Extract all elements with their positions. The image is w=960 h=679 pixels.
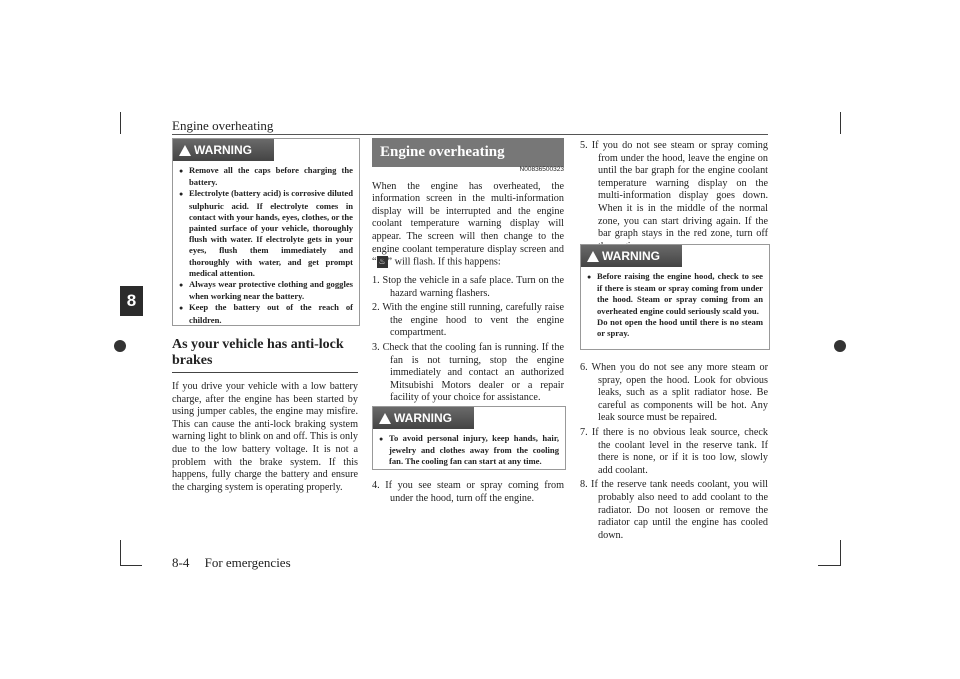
step-5 (580, 138, 768, 253)
cooling-fan-warning-box (372, 406, 566, 470)
warning-label: WARNING (194, 143, 252, 157)
step-item: 3. Check that the cooling fan is running. If the fan is not turning, stop the engine immediately and contact an authorized Mitsubishi Motors dealer or a repair facility of your choice for assistance. (372, 342, 564, 404)
section-title-engine-overheating: Engine overheating (372, 138, 564, 167)
reference-code: N00836500323 (519, 166, 564, 173)
warning-header (173, 139, 274, 161)
coolant-temperature-icon: ♨ (378, 257, 386, 267)
steps-6-to-8 (580, 360, 768, 542)
subheading-rule (172, 372, 358, 373)
intro-text-a: When the engine has overheated, the information screen in the multi-information display will be interrupted and the engine coolant temperature warning display will appear. The screen will then change to the engine coolant temperature display screen and “ (372, 180, 564, 268)
step-item: 8. If the reserve tank needs coolant, you will probably also need to add coolant to the radiator. Do not loosen or remove the radiator cap until the engine has cooled down. (580, 479, 768, 541)
step-item: 2. With the engine still running, carefully raise the engine hood to vent the engine compartment. (372, 302, 564, 339)
hood-warning-box (580, 244, 770, 350)
page-number: 8-4 (172, 555, 190, 570)
warning-item: ● Keep the battery out of the reach of children. (179, 302, 353, 325)
step-item: 6. When you do not see any more steam or spray, open the hood. Look for obvious leaks, such as a split radiator hose. Be careful as components will be hot. Any leak source must be repaired. (580, 362, 768, 424)
warning-item: ● To avoid personal injury, keep hands, hair, jewelry and clothes away from the cooling fan. The cooling fan can start at any time. (379, 433, 559, 468)
page-header-title: Engine overheating (172, 118, 274, 133)
warning-label: WARNING (602, 249, 660, 263)
warning-header (581, 245, 682, 267)
anti-lock-paragraph: If you drive your vehicle with a low battery charge, after the engine has been started by using jumper cables, the engine may misfire. This can cause the anti-lock braking system warning light to blink on and off. This is only due to the low battery voltage. It is not a problem with the brake system. If this happens, fully charge the battery and ensure the charging system is operating properly. (172, 381, 358, 493)
warning-extra: Do not open the hood until there is no steam or spray. (597, 316, 763, 339)
header-rule (172, 134, 768, 135)
warning-triangle-icon (587, 251, 599, 262)
warning-header (373, 407, 474, 429)
chapter-tab: 8 (120, 286, 143, 316)
crop-mark (120, 565, 142, 566)
warning-item: ● Before raising the engine hood, check to see if there is steam or spray coming from under the hood. Steam or spray coming from an overheated engine could seriously scald you. (587, 271, 763, 317)
warning-item: ● Electrolyte (battery acid) is corrosive diluted sulphuric acid. If electrolyte comes in contact with your hands, eyes, clothes, or the painted surface of your vehicle, thoroughly flush with water. If electrolyte gets in your eyes, flush them immediately and thoroughly with water, and get prompt medical attention. (179, 188, 353, 279)
crop-mark (120, 112, 121, 134)
warning-triangle-icon (379, 413, 391, 424)
battery-warning-box (172, 138, 360, 326)
crop-mark (818, 565, 840, 566)
intro-paragraph (372, 181, 564, 270)
step-item: 1. Stop the vehicle in a safe place. Turn on the hazard warning flashers. (372, 275, 564, 299)
step-item: 7. If there is no obvious leak source, check the coolant level in the reserve tank. If there is none, or if it is too low, slowly add coolant. (580, 426, 768, 476)
step-item: 5. If you do not see steam or spray coming from under the hood, leave the engine on until the bar graph for the engine coolant temperature warning display on the multi-information display goes down. When it is in the middle of the normal zone, you can start driving again. If the bar graph stays in the red zone, turn off (580, 140, 768, 240)
warning-item: ● Remove all the caps before charging the battery. (179, 165, 353, 188)
intro-text-b: ” will flash. If this happens: (387, 256, 501, 268)
crop-mark (840, 540, 841, 566)
engine-overheating-body (372, 164, 564, 405)
crop-mark (840, 112, 841, 134)
warning-triangle-icon (179, 145, 191, 156)
warning-label: WARNING (394, 411, 452, 425)
subheading-anti-lock-brakes: As your vehicle has anti-lock brakes (172, 337, 344, 368)
registration-mark (114, 340, 126, 352)
footer-section: For emergencies (204, 555, 291, 570)
page-footer (172, 555, 303, 571)
step-item: 4. If you see steam or spray coming from under the hood, turn off the engine. (372, 480, 564, 504)
registration-mark (834, 340, 846, 352)
crop-mark (120, 540, 121, 566)
step-4 (372, 478, 564, 505)
warning-item: ● Always wear protective clothing and goggles when working near the battery. (179, 279, 353, 302)
